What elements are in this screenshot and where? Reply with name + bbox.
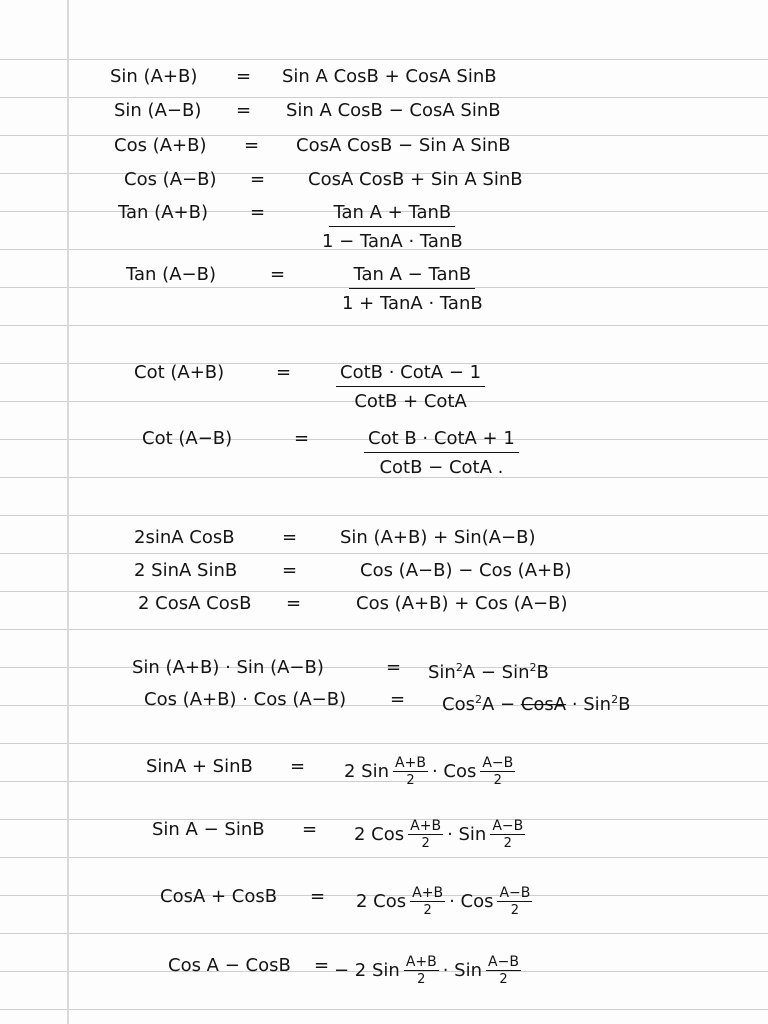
fraction-denominator: 1 − TanA · TanB — [322, 231, 463, 252]
fraction — [393, 756, 428, 788]
equals-sign: = — [290, 756, 306, 777]
fraction-denominator: 2 — [406, 773, 415, 788]
rhs-part: · Cos — [449, 891, 494, 912]
fraction-numerator: CotB · CotA − 1 — [336, 362, 485, 387]
formula-lhs: Sin (A+B) · Sin (A−B) — [132, 657, 324, 678]
formula-lhs: CosA + CosB — [160, 886, 278, 907]
equals-sign: = — [310, 886, 326, 907]
formula-lhs: Sin A − SinB — [152, 819, 265, 840]
equals-sign: = — [244, 135, 260, 156]
fraction-denominator: 2 — [510, 903, 520, 918]
rhs-part: A − Sin — [462, 662, 530, 683]
fraction-numerator: A−B — [488, 954, 519, 970]
fraction — [364, 428, 519, 479]
fraction-denominator: 2 — [417, 972, 426, 987]
fraction — [404, 955, 439, 987]
equals-sign: = — [270, 264, 286, 285]
rhs-part: A − — [481, 694, 521, 715]
fraction-denominator: 2 — [499, 972, 508, 987]
rhs-part: 2 Sin — [344, 761, 390, 782]
formula-rhs: Sin A CosB − CosA SinB — [286, 100, 501, 121]
rhs-part: Cos — [442, 694, 475, 715]
formula-lhs: Tan (A+B) — [118, 202, 208, 223]
fraction-numerator: A+B — [395, 755, 426, 771]
formula-rhs: Cos (A+B) + Cos (A−B) — [356, 593, 568, 614]
rhs-part: · Sin — [442, 960, 483, 981]
rhs-part: B — [536, 662, 549, 683]
equals-sign: = — [236, 66, 252, 87]
formula-lhs: Tan (A−B) — [126, 264, 216, 285]
fraction-numerator: A+B — [405, 954, 437, 970]
fraction-denominator: 2 — [503, 836, 512, 851]
formula-rhs — [354, 819, 529, 851]
formula-lhs: Sin (A−B) — [114, 100, 202, 121]
formula-rhs: CosA CosB + Sin A SinB — [308, 169, 523, 190]
formula-lhs: 2sinA CosB — [134, 527, 235, 548]
fraction — [497, 886, 532, 918]
rhs-part: · Cos — [431, 761, 477, 782]
fraction-numerator: Tan A − TanB — [349, 264, 475, 289]
fraction-numerator: A+B — [410, 818, 442, 834]
formula-lhs: Cos A − CosB — [168, 955, 291, 976]
equals-sign: = — [250, 169, 266, 190]
fraction — [322, 202, 463, 253]
equals-sign: = — [314, 955, 330, 976]
fraction-numerator: A−B — [499, 885, 531, 901]
equals-sign: = — [390, 689, 406, 710]
formula-rhs: Cos (A−B) − Cos (A+B) — [360, 560, 572, 581]
fraction-denominator: CotB + CotA — [354, 391, 467, 412]
formula-lhs: Cot (A+B) — [134, 362, 225, 383]
equals-sign: = — [286, 593, 302, 614]
fraction — [490, 819, 525, 851]
fraction — [480, 756, 515, 788]
rhs-part: · Sin — [447, 824, 487, 845]
equals-sign: = — [276, 362, 292, 383]
rhs-part: − 2 Sin — [334, 960, 400, 981]
equals-sign: = — [302, 819, 318, 840]
rhs-part: Sin — [428, 662, 456, 683]
fraction-numerator: A+B — [412, 885, 444, 901]
fraction-denominator: 2 — [493, 773, 502, 788]
equals-sign: = — [282, 560, 298, 581]
formula-lhs: 2 SinA SinB — [134, 560, 238, 581]
rhs-part: 2 Cos — [356, 891, 407, 912]
formula-lhs: 2 CosA CosB — [138, 593, 252, 614]
equals-sign: = — [294, 428, 310, 449]
fraction — [342, 264, 483, 315]
equals-sign: = — [386, 657, 402, 678]
formula-rhs: CosA CosB − Sin A SinB — [296, 135, 511, 156]
fraction-denominator: 1 + TanA · TanB — [342, 293, 483, 314]
formula-rhs — [356, 886, 536, 918]
formula-rhs — [344, 756, 519, 788]
superscript: 2 — [455, 661, 463, 674]
rhs-part: B — [618, 694, 631, 715]
fraction — [410, 886, 445, 918]
formula-lhs: SinA + SinB — [146, 756, 253, 777]
equals-sign: = — [250, 202, 266, 223]
fraction-numerator: Tan A + TanB — [329, 202, 455, 227]
formula-lhs: Cos (A+B) · Cos (A−B) — [144, 689, 347, 710]
fraction-denominator: CotB − CotA . — [379, 457, 504, 478]
formula-lhs: Sin (A+B) — [110, 66, 198, 87]
equals-sign: = — [236, 100, 252, 121]
formula-rhs: Sin A CosB + CosA SinB — [282, 66, 497, 87]
superscript: 2 — [529, 661, 537, 674]
fraction — [408, 819, 443, 851]
fraction-denominator: 2 — [421, 836, 430, 851]
formula-lhs: Cos (A+B) — [114, 135, 207, 156]
fraction-numerator: Cot B · CotA + 1 — [364, 428, 519, 453]
formula-rhs — [442, 689, 630, 716]
rhs-part: · Sin — [566, 694, 612, 715]
superscript: 2 — [474, 693, 482, 706]
margin-line — [67, 0, 69, 1024]
fraction — [486, 955, 521, 987]
superscript: 2 — [611, 693, 619, 706]
formula-rhs — [334, 955, 525, 987]
formula-lhs: Cot (A−B) — [142, 428, 233, 449]
formula-lhs: Cos (A−B) — [124, 169, 217, 190]
fraction-numerator: A−B — [492, 818, 524, 834]
formula-rhs — [428, 657, 549, 684]
fraction — [336, 362, 485, 413]
rhs-part: 2 Cos — [354, 824, 405, 845]
fraction-denominator: 2 — [423, 903, 432, 918]
formula-rhs: Sin (A+B) + Sin(A−B) — [340, 527, 536, 548]
equals-sign: = — [282, 527, 298, 548]
fraction-numerator: A−B — [482, 755, 514, 771]
struck-text: CosA — [520, 694, 567, 715]
